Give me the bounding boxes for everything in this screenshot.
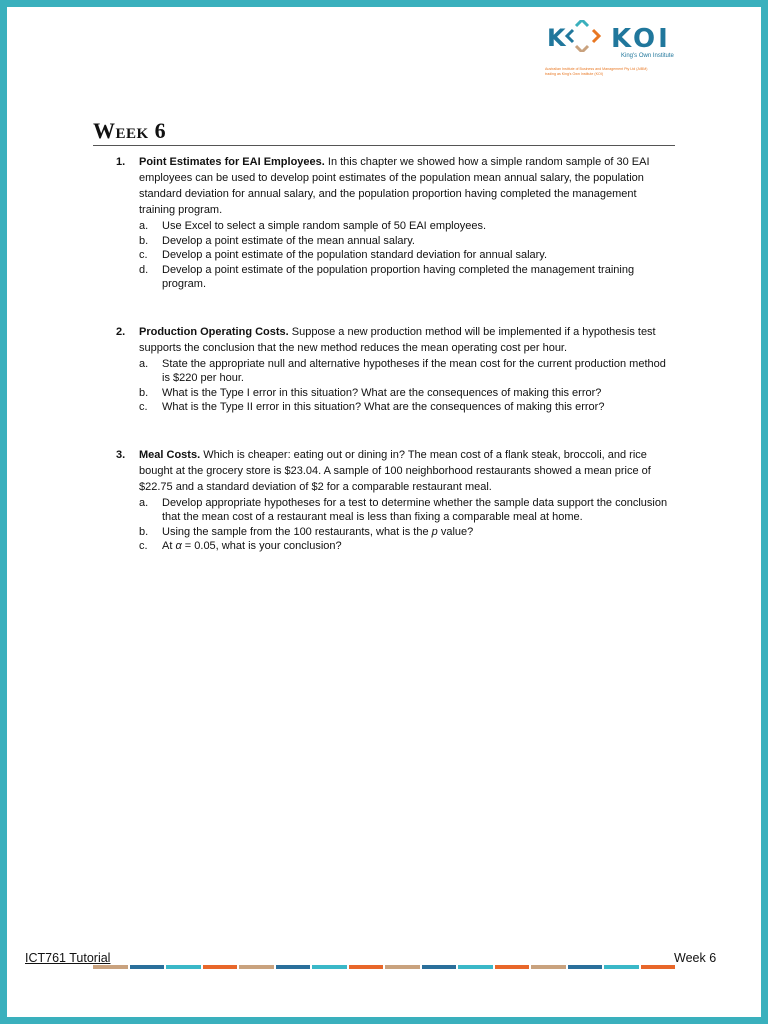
sub-text: Develop a point estimate of the population standard deviation for annual salary.: [162, 249, 548, 261]
question-1: [93, 154, 675, 292]
question-lead: Production Operating Costs.: [139, 325, 289, 338]
sub-item: [139, 400, 675, 415]
sub-item: [139, 219, 675, 234]
footer-bar-segment: [93, 965, 128, 969]
logo-tagline: King's Own Institute: [621, 53, 674, 59]
question-number: 1.: [116, 156, 126, 168]
footer-bar-segment: [641, 965, 676, 969]
sub-letter: a.: [139, 220, 149, 232]
koi-logo-mark-icon: [545, 20, 607, 52]
footer-bar-segment: [349, 965, 384, 969]
sub-letter: a.: [139, 496, 149, 509]
question-body: [139, 324, 675, 356]
question-body: [139, 447, 675, 495]
sub-item: [139, 263, 675, 292]
sub-text: Develop a point estimate of the population proportion having completed the management training program.: [162, 263, 635, 290]
question-3: [93, 447, 675, 554]
sub-item: [139, 234, 675, 249]
footer-bar-segment: [385, 965, 420, 969]
footer-color-bar: [93, 965, 675, 969]
question-lead: Point Estimates for EAI Employees.: [139, 156, 325, 168]
footer-bar-segment: [239, 965, 274, 969]
sub-text-after: = 0.05, what is your conclusion?: [181, 540, 342, 552]
footer-bar-segment: [130, 965, 165, 969]
logo-fine-print: [545, 67, 647, 77]
sub-text: Develop appropriate hypotheses for a test to determine whether the sample data support the conclusion that the mean cost of a restaurant meal is less than fixing a comparable meal at home.: [162, 496, 668, 523]
footer-bar-segment: [495, 965, 530, 969]
question-list: [93, 154, 675, 554]
sub-text: State the appropriate null and alternative hypotheses if the mean cost for the current production method is $220 per hour.: [162, 357, 666, 384]
logo-fine-print-line-1: Australian Institute of Business and Management Pty Ltd (AIBM): [545, 67, 648, 71]
sub-letter: c.: [139, 401, 148, 413]
sub-letter: c.: [139, 249, 148, 261]
sub-item: [139, 496, 675, 525]
footer-bar-segment: [203, 965, 238, 969]
sub-text: Use Excel to select a simple random sample of 50 EAI employees.: [162, 220, 487, 232]
question-2: [93, 324, 675, 415]
sub-text: What is the Type II error in this situation? What are the consequences of making this error?: [162, 401, 605, 413]
footer-week: Week 6: [674, 951, 717, 965]
footer-bar-segment: [422, 965, 457, 969]
sub-text-after: value?: [437, 525, 474, 538]
question-text: Which is cheaper: eating out or dining in? The mean cost of a flank steak, broccoli, and rice bought at the grocery store is $23.04. A sample of 100 neighborhood restaurants showed a mean price of $22.75 and a standard deviation of $2 for a comparable restaurant meal.: [139, 448, 651, 493]
question-text: Suppose a new production method will be implemented if a hypothesis test supports the conclusion that the new method reduces the mean operating cost per hour.: [139, 325, 656, 354]
footer-course: ICT761 Tutorial: [25, 951, 111, 965]
sub-item: [139, 357, 675, 386]
footer-bar-segment: [604, 965, 639, 969]
sub-letter: d.: [139, 263, 149, 276]
sub-item: [139, 525, 675, 540]
footer-bar-segment: [458, 965, 493, 969]
sub-text-before: Using the sample from the 100 restaurants, what is the: [162, 525, 432, 538]
sub-letter: c.: [139, 540, 148, 552]
sub-text-italic: α: [175, 540, 182, 552]
question-lead: Meal Costs.: [139, 448, 201, 461]
sub-item: [139, 386, 675, 401]
sub-letter: b.: [139, 234, 149, 247]
question-text: In this chapter we showed how a simple random sample of 30 EAI employees can be used to develop point estimates of the population mean annual salary, the population standard deviation for annual salary, and the population proportion having completed the management training program.: [139, 156, 650, 216]
footer-bar-segment: [568, 965, 603, 969]
logo-wordmark: KOI: [611, 24, 671, 54]
koi-logo: [545, 12, 695, 82]
footer-bar-segment: [312, 965, 347, 969]
sub-text: Develop a point estimate of the mean annual salary.: [162, 234, 415, 247]
page-title: Week 6: [93, 118, 675, 146]
sub-letter: b.: [139, 386, 149, 399]
sub-text-italic: p: [431, 525, 438, 538]
sub-item: [139, 539, 675, 554]
sub-letter: b.: [139, 525, 149, 538]
sub-text: What is the Type I error in this situation? What are the consequences of making this error?: [162, 386, 602, 399]
footer-bar-segment: [531, 965, 566, 969]
sub-item: [139, 248, 675, 263]
sub-letter: a.: [139, 357, 149, 370]
question-number: 2.: [116, 325, 126, 338]
footer-bar-segment: [166, 965, 201, 969]
footer-bar-segment: [276, 965, 311, 969]
question-body: [139, 154, 675, 218]
question-number: 3.: [116, 448, 126, 461]
logo-fine-print-line-2: trading as King's Own Institute (KOI): [545, 72, 604, 76]
logo-k-letter: K: [547, 24, 566, 52]
sub-text-before: At: [162, 540, 176, 552]
